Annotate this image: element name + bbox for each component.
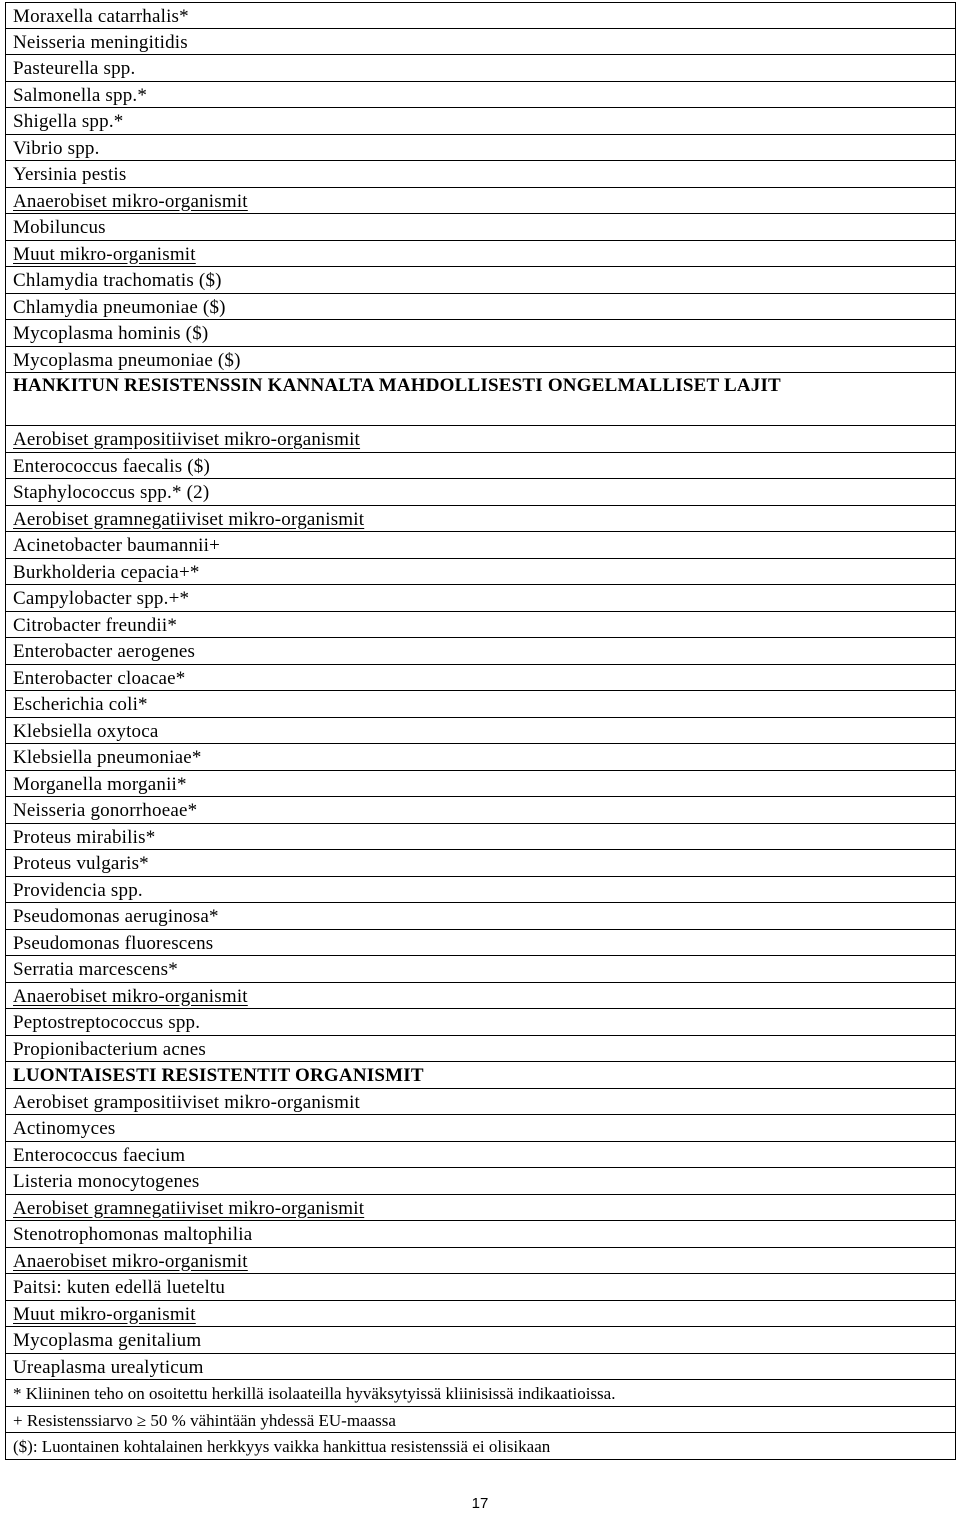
table-group-heading <box>5 983 956 1010</box>
row-text: HANKITUN RESISTENSSIN KANNALTA MAHDOLLISESTI ONGELMALLISET LAJIT <box>13 375 781 396</box>
row-text: Mycoplasma hominis ($) <box>13 323 209 344</box>
row-text: Shigella spp.* <box>13 111 124 132</box>
row-text: Anaerobiset mikro-organismit <box>13 190 248 212</box>
table-row <box>5 55 956 82</box>
table-row <box>5 877 956 904</box>
row-text: Moraxella catarrhalis* <box>13 6 189 27</box>
row-text: Proteus vulgaris* <box>13 853 149 874</box>
table-row <box>5 108 956 135</box>
table-row <box>5 320 956 347</box>
table-row <box>5 453 956 480</box>
row-text: Acinetobacter baumannii+ <box>13 535 221 556</box>
table-row <box>5 2 956 29</box>
table-section-heading <box>5 1062 956 1089</box>
row-text: Staphylococcus spp.* (2) <box>13 482 210 503</box>
row-text: Ureaplasma urealyticum <box>13 1356 204 1378</box>
table-row <box>5 1115 956 1142</box>
row-text: Enterobacter cloacae* <box>13 667 186 689</box>
row-text: Pseudomonas fluorescens <box>13 932 214 954</box>
table-group-heading <box>5 506 956 533</box>
row-text: Klebsiella pneumoniae* <box>13 747 202 768</box>
table-row <box>5 82 956 109</box>
table-group-heading <box>5 1195 956 1222</box>
row-text: Citrobacter freundii* <box>13 614 178 636</box>
row-text: Escherichia coli* <box>13 694 148 715</box>
row-text: Mycoplasma genitalium <box>13 1330 202 1351</box>
table-footnote <box>5 1407 956 1434</box>
row-text: Mycoplasma pneumoniae ($) <box>13 349 241 371</box>
row-text: Serratia marcescens* <box>13 959 178 980</box>
table-row <box>5 824 956 851</box>
row-text: Burkholderia cepacia+* <box>13 561 200 583</box>
table-group-heading <box>5 1248 956 1275</box>
table-group-heading <box>5 1301 956 1328</box>
row-text: Salmonella spp.* <box>13 84 148 106</box>
table-row <box>5 1327 956 1354</box>
row-text: Aerobiset gramnegatiiviset mikro-organismit <box>13 508 365 530</box>
table-footnote <box>5 1380 956 1407</box>
table-row <box>5 930 956 957</box>
table-row <box>5 1142 956 1169</box>
table-row <box>5 744 956 771</box>
row-text: Propionibacterium acnes <box>13 1038 206 1060</box>
row-text: Enterococcus faecalis ($) <box>13 455 211 477</box>
row-text: Enterobacter aerogenes <box>13 641 196 662</box>
table-row <box>5 29 956 56</box>
table-row <box>5 665 956 692</box>
row-text: Proteus mirabilis* <box>13 826 156 848</box>
table-row <box>5 1274 956 1301</box>
row-text: ($): Luontainen kohtalainen herkkyys vaikka hankittua resistenssiä ei olisikaan <box>13 1437 551 1456</box>
table-footnote <box>5 1433 956 1460</box>
row-text: Neisseria gonorrhoeae* <box>13 800 198 821</box>
table-row <box>5 1009 956 1036</box>
row-text: Klebsiella oxytoca <box>13 720 159 742</box>
table-row <box>5 638 956 665</box>
row-text: Actinomyces <box>13 1118 116 1139</box>
table-row <box>5 691 956 718</box>
row-text: Peptostreptococcus spp. <box>13 1012 201 1033</box>
table-group-heading <box>5 426 956 453</box>
table-row <box>5 903 956 930</box>
row-text: Muut mikro-organismit <box>13 243 196 265</box>
table-row <box>5 956 956 983</box>
table-row <box>5 771 956 798</box>
table-row <box>5 479 956 506</box>
table-row <box>5 214 956 241</box>
row-text: + Resistenssiarvo ≥ 50 % vähintään yhdessä EU-maassa <box>13 1410 396 1430</box>
table-row <box>5 1221 956 1248</box>
row-text: Anaerobiset mikro-organismit <box>13 1250 248 1272</box>
row-text: Paitsi: kuten edellä lueteltu <box>13 1277 226 1298</box>
table-group-heading <box>5 241 956 268</box>
table-row <box>5 161 956 188</box>
row-text: LUONTAISESTI RESISTENTIT ORGANISMIT <box>13 1065 424 1086</box>
row-text: Campylobacter spp.+* <box>13 588 190 609</box>
row-text: Anaerobiset mikro-organismit <box>13 985 248 1007</box>
table-row <box>5 1036 956 1063</box>
row-text: Providencia spp. <box>13 879 143 901</box>
row-text: Listeria monocytogenes <box>13 1171 200 1192</box>
table-row <box>5 1168 956 1195</box>
row-text: * Kliininen teho on osoitettu herkillä isolaateilla hyväksytyissä kliinisissä indikaatioissa. <box>13 1384 616 1403</box>
row-text: Aerobiset grampositiiviset mikro-organismit <box>13 1091 361 1113</box>
susceptibility-table <box>5 2 956 1460</box>
table-group-heading <box>5 188 956 215</box>
table-section-heading <box>5 373 956 426</box>
row-text: Stenotrophomonas maltophilia <box>13 1224 253 1245</box>
table-row <box>5 612 956 639</box>
row-text: Yersinia pestis <box>13 164 127 185</box>
table-row <box>5 267 956 294</box>
row-text: Enterococcus faecium <box>13 1144 186 1166</box>
table-row <box>5 585 956 612</box>
row-text: Chlamydia pneumoniae ($) <box>13 296 226 318</box>
row-text: Chlamydia trachomatis ($) <box>13 270 222 291</box>
row-text: Mobiluncus <box>13 217 106 238</box>
table-row <box>5 347 956 374</box>
table-row <box>5 1354 956 1381</box>
table-row <box>5 532 956 559</box>
table-row <box>5 797 956 824</box>
table-row <box>5 135 956 162</box>
row-text: Pasteurella spp. <box>13 58 136 79</box>
table-row <box>5 559 956 586</box>
page-number: 17 <box>471 1495 489 1512</box>
row-text: Morganella morganii* <box>13 773 187 795</box>
table-row <box>5 718 956 745</box>
table-row <box>5 1089 956 1116</box>
row-text: Pseudomonas aeruginosa* <box>13 906 219 927</box>
row-text: Vibrio spp. <box>13 137 100 159</box>
table-row <box>5 850 956 877</box>
row-text: Aerobiset gramnegatiiviset mikro-organismit <box>13 1197 365 1219</box>
row-text: Neisseria meningitidis <box>13 31 188 53</box>
row-text: Muut mikro-organismit <box>13 1303 196 1325</box>
row-text: Aerobiset grampositiiviset mikro-organismit <box>13 429 361 450</box>
table-row <box>5 294 956 321</box>
